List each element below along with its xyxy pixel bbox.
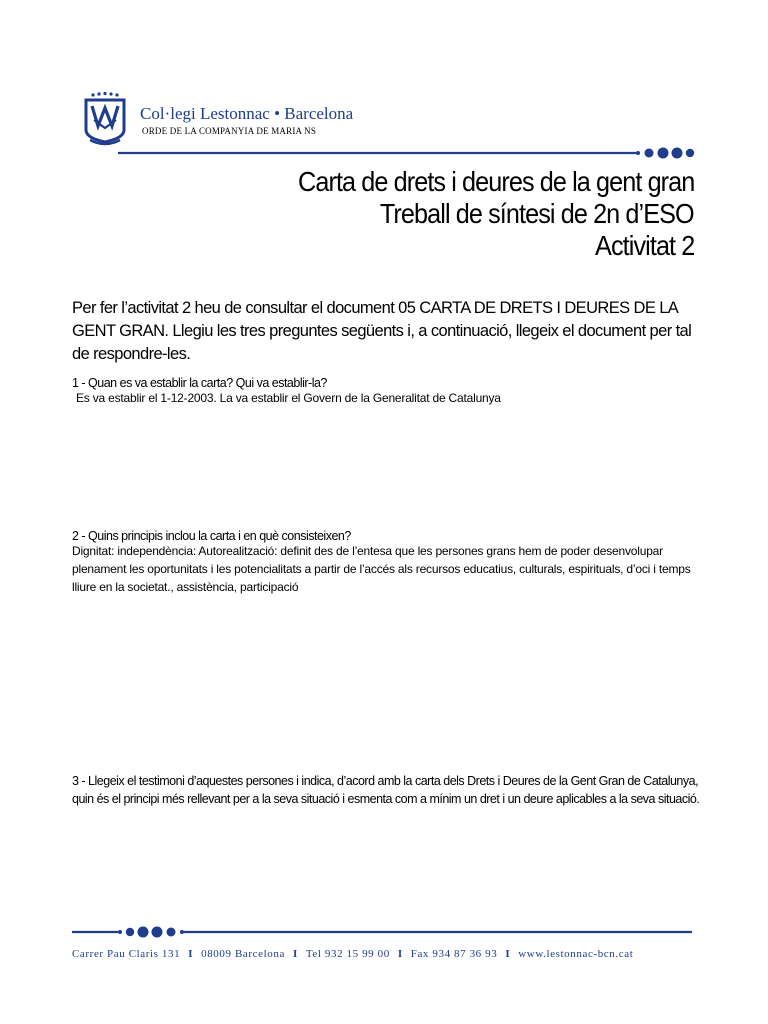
page-subtitle: Treball de síntesi de 2n d’ESO bbox=[380, 198, 694, 229]
activity-title: Activitat 2 bbox=[594, 230, 694, 261]
footer-divider bbox=[72, 925, 692, 939]
question-2: 2 - Quins principis inclou la carta i en què consisteixen? bbox=[72, 529, 351, 543]
footer-fax: Fax 934 87 36 93 bbox=[410, 948, 498, 960]
footer-tel: Tel 932 15 99 00 bbox=[305, 948, 390, 960]
footer-address: Carrer Pau Claris 131 bbox=[72, 948, 181, 960]
answer-1: Es va establir el 1-12-2003. La va establir el Govern de la Generalitat de Catalunya bbox=[76, 391, 501, 405]
question-3: 3 - Llegeix el testimoni d’aquestes persones i indica, d’acord amb la carta dels Drets i Deures de la Gent Gran de Catalunya, quin és el principi més rellevant per a la seva situació i esmenta com a mínim un dret i un deure aplicables a la seva situació. bbox=[72, 774, 700, 806]
answer-2: Dignitat: independència: Autorealització: definit des de l’entesa que les persones grans hem de poder desenvolupar plenament les oportunitats i les potencialitats a partir de l’accés als recursos educatius, culturals, espirituals, d’oci i temps lliure en la societat., assistència, participació bbox=[72, 544, 691, 594]
footer-postal: 08009 Barcelona bbox=[201, 948, 285, 960]
footer-separator: I bbox=[188, 948, 194, 960]
school-name: Col·legi Lestonnac • Barcelona bbox=[140, 104, 354, 123]
question-1: 1 - Quan es va establir la carta? Qui va establir-la? bbox=[72, 376, 327, 390]
school-crest-icon bbox=[80, 90, 130, 150]
footer-separator: I bbox=[397, 948, 403, 960]
header-divider bbox=[118, 146, 698, 160]
page-title: Carta de drets i deures de la gent gran bbox=[297, 166, 694, 197]
school-subtitle: ORDE DE LA COMPANYIA DE MARIA NS bbox=[142, 126, 317, 136]
footer-website-link[interactable]: www.lestonnac-bcn.cat bbox=[518, 948, 634, 960]
footer-contact bbox=[72, 946, 692, 962]
footer-separator: I bbox=[292, 948, 298, 960]
footer-separator: I bbox=[505, 948, 511, 960]
intro-paragraph: Per fer l’activitat 2 heu de consultar el document 05 CARTA DE DRETS I DEURES DE LA GENT GRAN. Llegiu les tres preguntes següents i, a continuació, llegeix el document per tal de respondre-les. bbox=[72, 299, 692, 363]
